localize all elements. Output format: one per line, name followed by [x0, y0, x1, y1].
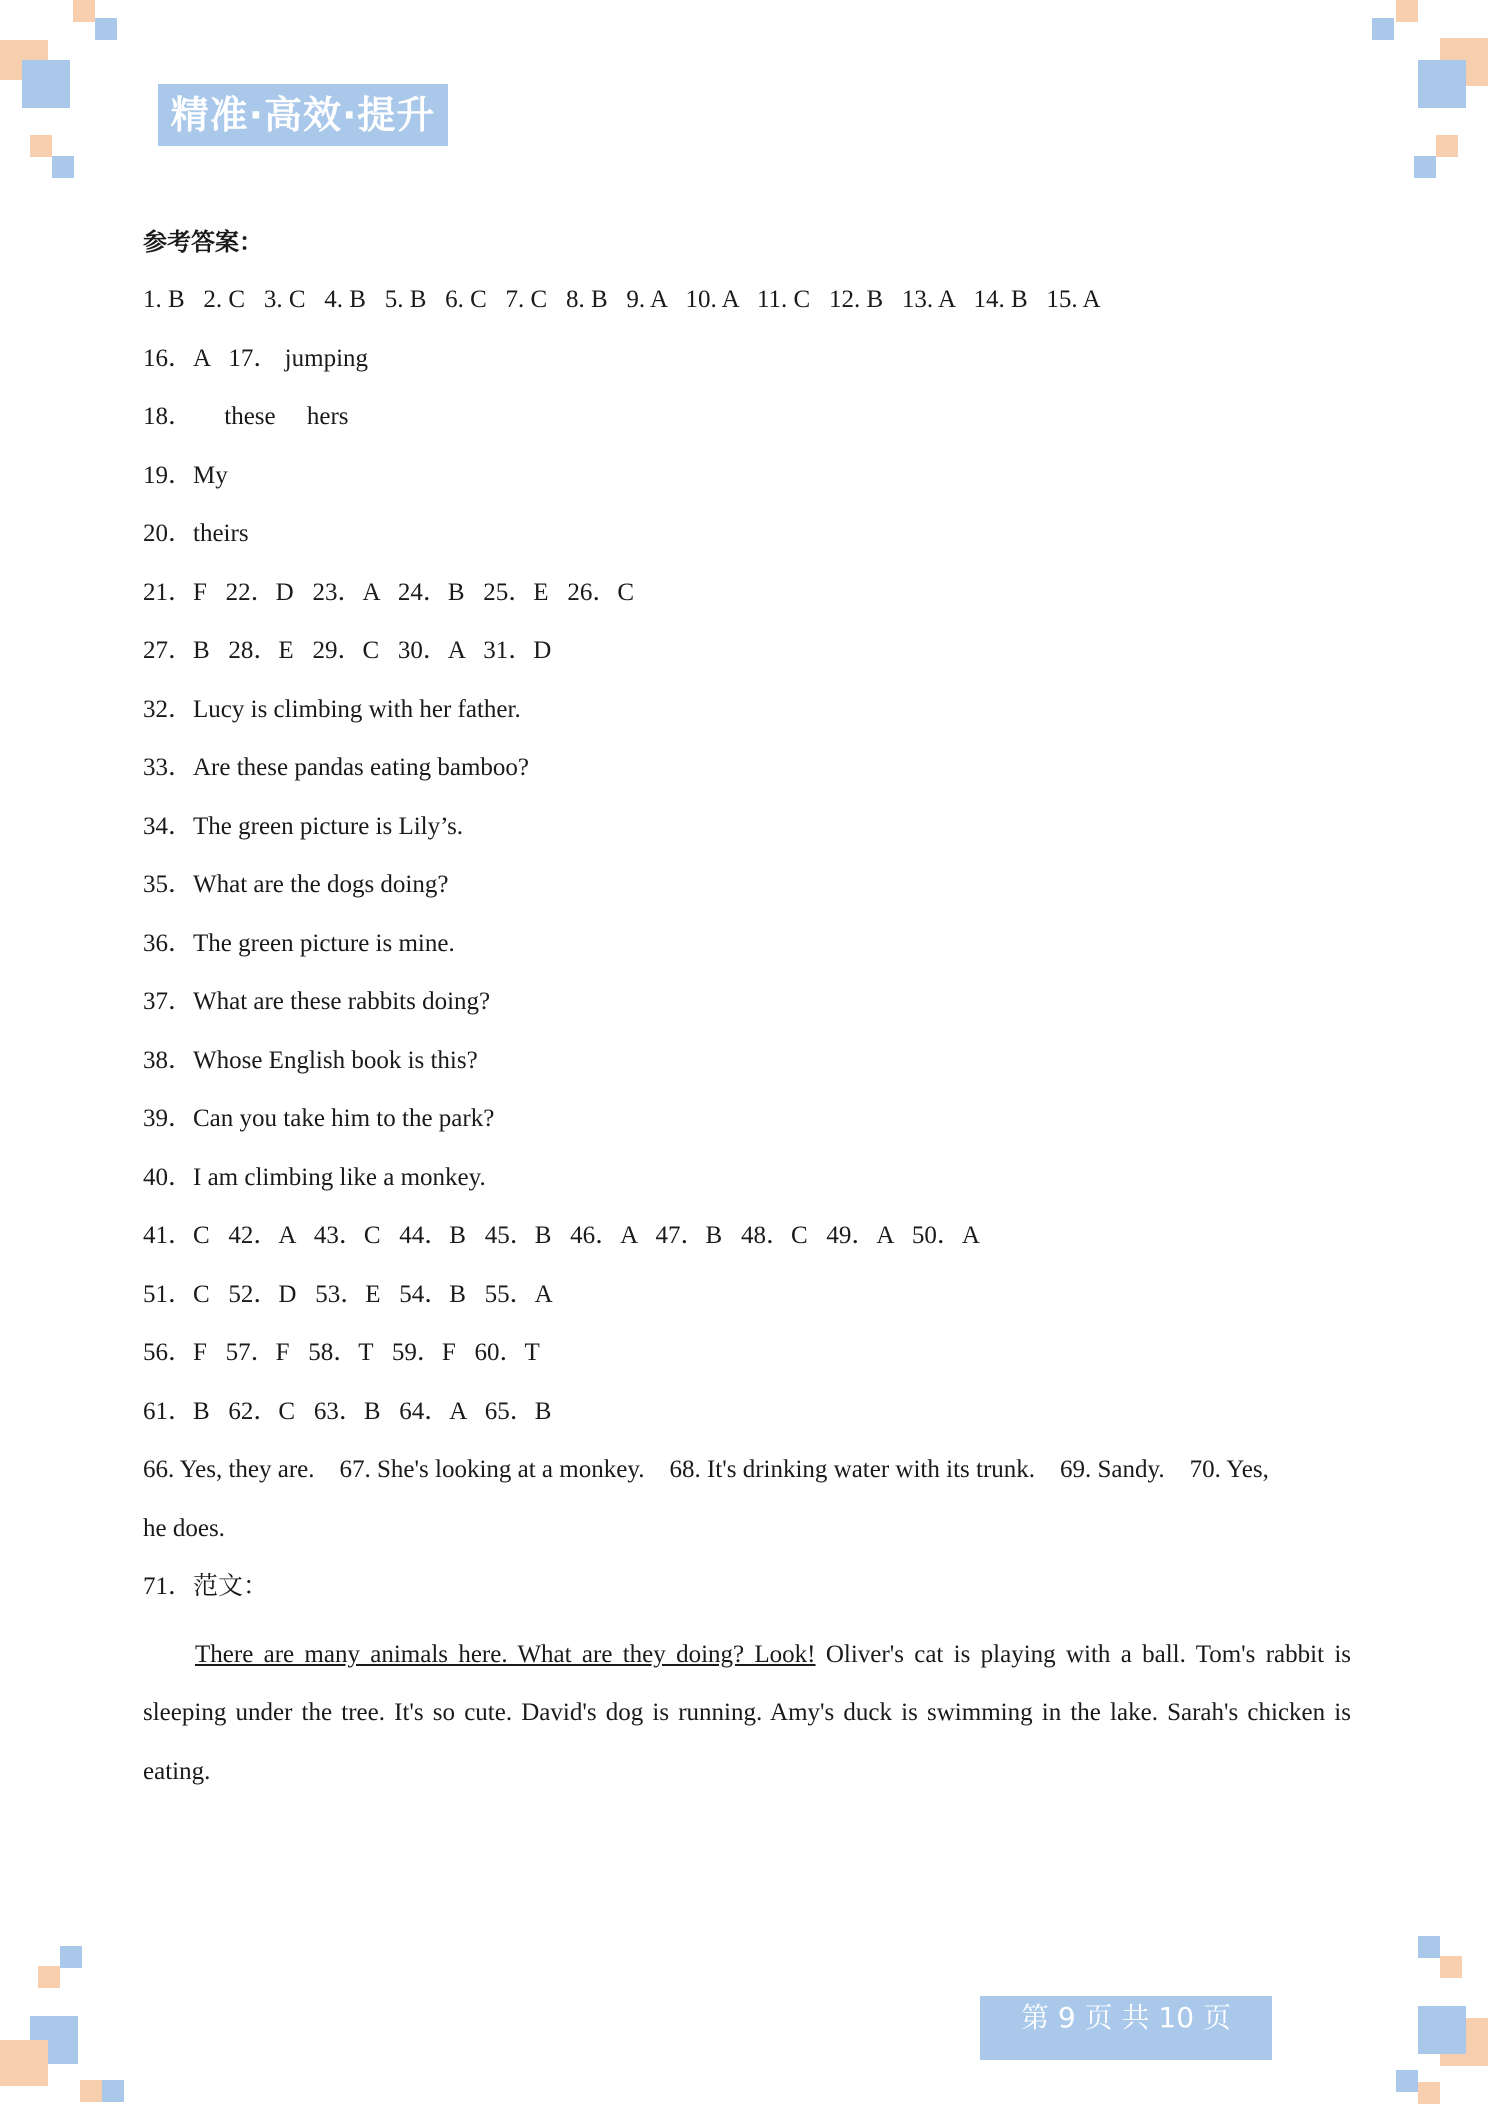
answer-line: 40．I am climbing like a monkey. [143, 1163, 486, 1191]
answer-line: he does. [143, 1514, 225, 1542]
answer-lines [143, 280, 1363, 1607]
answer-line: 41．C 42．A 43．C 44．B 45．B 46．A 47．B 48．C 49．A 50．A [143, 1222, 980, 1249]
page-number-label: 第 9 页 共 10 页 [980, 1996, 1272, 2060]
answer-line: 27．B 28．E 29．C 30．A 31．D [143, 637, 552, 664]
answer-line: 19．My [143, 461, 228, 489]
header-banner: 精准·高效·提升 [158, 84, 448, 146]
answer-heading: 参考答案： [143, 228, 263, 256]
answer-line: 37．What are these rabbits doing? [143, 988, 491, 1015]
answer-line: 34．The green picture is Lily’s. [143, 812, 464, 840]
answer-line: 71．范文： [143, 1573, 269, 1600]
answer-line: 18． these hers [143, 403, 349, 430]
answer-line: 39．Can you take him to the park? [143, 1105, 495, 1132]
answer-key [143, 222, 1363, 1801]
answer-line: 33．Are these pandas eating bamboo? [143, 754, 529, 781]
answer-line: 36．The green picture is mine. [143, 929, 455, 957]
answer-line: 38．Whose English book is this? [143, 1046, 478, 1074]
answer-line: 35．What are the dogs doing? [143, 871, 449, 898]
answer-line: 16．A 17． jumping [143, 344, 369, 372]
sample-essay [143, 1626, 1351, 1802]
answer-line: 51．C 52．D 53．E 54．B 55．A [143, 1280, 553, 1308]
answer-line: 66. Yes, they are. 67. She's looking at a monkey. 68. It's drinking water with its trunk. 69. Sandy. 70. Yes, [143, 1456, 1269, 1483]
answer-line: 1. B 2. C 3. C 4. B 5. B 6. C 7. C 8. B 9. A 10. A 11. C 12. B 13. A 14. B 15. A [143, 286, 1101, 313]
essay-text: Oliver's cat is playing with a ball. Tom's rabbit is sleeping under the tree. It's so cute. David's dog is running. Amy's duck is swimming in the lake. Sarah's chicken is eating. [143, 1640, 1351, 1785]
essay-underlined-text: There are many animals here. What are they doing? Look! [195, 1640, 816, 1668]
answer-line: 56．F 57．F 58．T 59．F 60．T [143, 1339, 540, 1366]
answer-line: 61．B 62．C 63．B 64．A 65．B [143, 1397, 552, 1425]
answer-line: 32．Lucy is climbing with her father. [143, 695, 521, 723]
answer-line: 20．theirs [143, 520, 249, 547]
answer-line: 21．F 22．D 23．A 24．B 25．E 26．C [143, 578, 635, 606]
